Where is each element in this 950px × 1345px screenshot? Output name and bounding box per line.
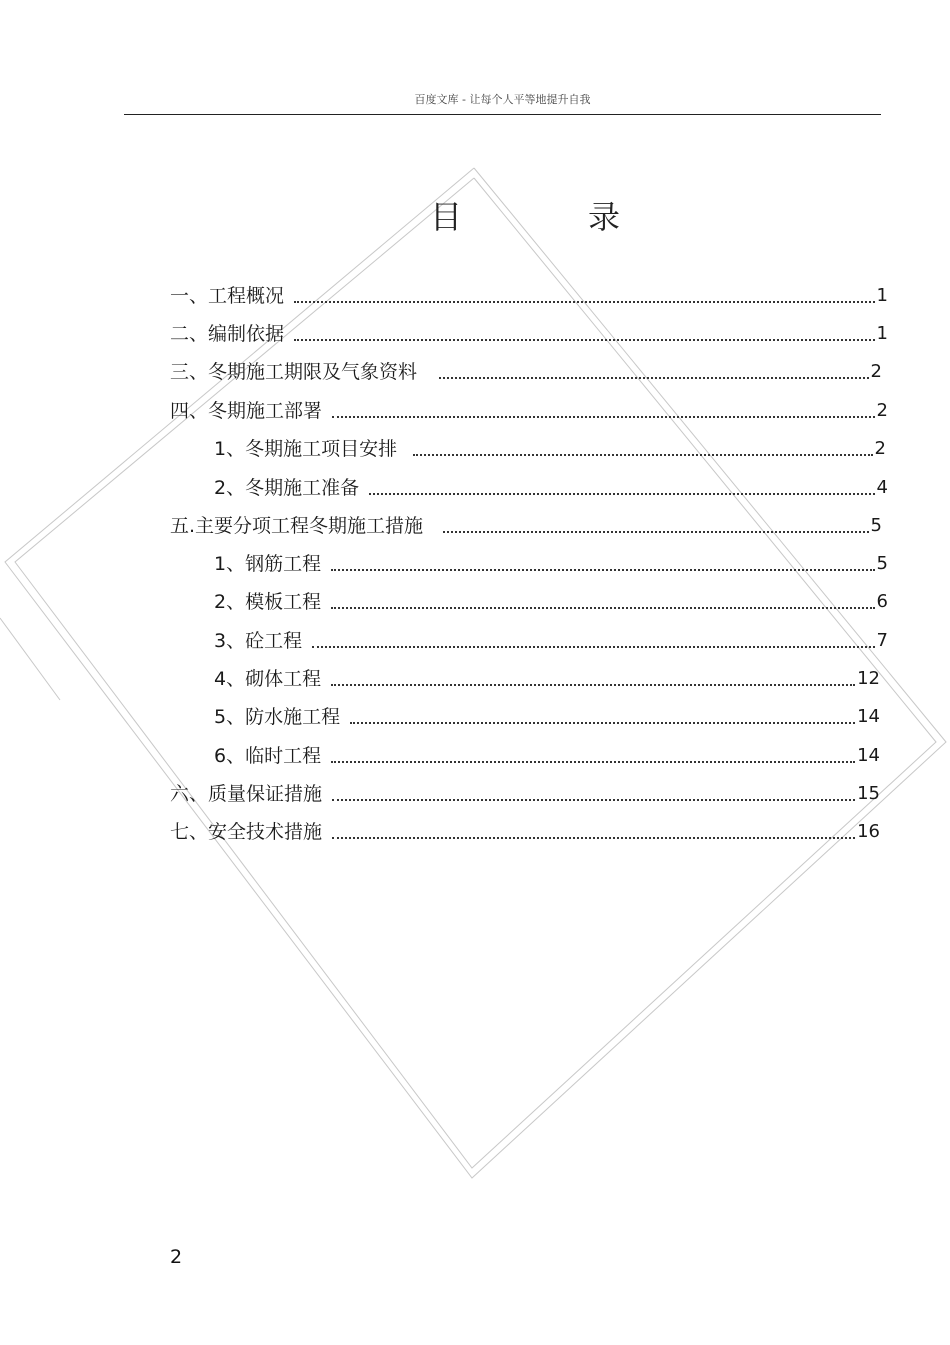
toc-entry[interactable] (214, 665, 880, 691)
toc-entry-page: 12 (857, 668, 880, 689)
page-header: 百度文库 - 让每个人平等地提升自我 (414, 93, 591, 106)
toc-entry[interactable] (170, 512, 882, 538)
toc-dot-leader (332, 799, 855, 801)
toc-entry-page: 5 (876, 553, 888, 574)
toc-entry-label: 1、冬期施工项目安排 (214, 438, 398, 460)
toc-entry-label: 1、钢筋工程 (214, 553, 322, 575)
toc-dot-leader (312, 646, 874, 648)
toc-entry-label: 二、编制依据 (170, 323, 285, 345)
toc-entry-page: 6 (876, 591, 888, 612)
toc-entry-label: 六、质量保证措施 (170, 783, 323, 805)
toc-dot-leader (350, 722, 855, 724)
toc-entry[interactable] (214, 435, 886, 461)
toc-title-char-1: 目 (430, 198, 463, 236)
toc-entry[interactable] (170, 320, 888, 346)
toc-dot-leader (331, 761, 855, 763)
toc-dot-leader (332, 416, 875, 418)
toc-title-char-2: 录 (588, 198, 621, 236)
toc-entry-label: 2、冬期施工准备 (214, 477, 360, 499)
toc-entry-page: 5 (870, 515, 882, 536)
toc-entry-page: 15 (857, 783, 880, 804)
toc-entry[interactable] (214, 474, 888, 500)
toc-entry-page: 14 (857, 745, 880, 766)
toc-entry-label: 2、模板工程 (214, 591, 322, 613)
toc-dot-leader (439, 377, 869, 379)
toc-entry-label: 五.主要分项工程冬期施工措施 (170, 515, 424, 537)
toc-entry-page: 2 (876, 400, 888, 421)
toc-entry-label: 3、砼工程 (214, 630, 303, 652)
toc-entry-page: 14 (857, 706, 880, 727)
toc-entry-label: 4、砌体工程 (214, 668, 322, 690)
toc-dot-leader (294, 339, 875, 341)
toc-dot-leader (332, 837, 855, 839)
toc-entry-page: 1 (876, 323, 888, 344)
toc-entry-label: 一、工程概况 (170, 285, 285, 307)
toc-entry[interactable] (214, 703, 880, 729)
toc-entry-label: 6、临时工程 (214, 745, 322, 767)
toc-entry[interactable] (170, 818, 880, 844)
toc-dot-leader (331, 684, 855, 686)
toc-entry-label: 七、安全技术措施 (170, 821, 323, 843)
toc-entry-label: 四、冬期施工部署 (170, 400, 323, 422)
toc-entry[interactable] (214, 550, 888, 576)
toc-dot-leader (294, 301, 875, 303)
toc-entry[interactable] (170, 780, 880, 806)
toc-entry-page: 2 (870, 361, 882, 382)
toc-entry-label: 5、防水施工程 (214, 706, 341, 728)
toc-entry[interactable] (170, 397, 888, 423)
toc-entry[interactable] (170, 282, 888, 308)
toc-entry[interactable] (214, 742, 880, 768)
toc-dot-leader (413, 454, 872, 456)
page-number: 2 (170, 1246, 183, 1268)
toc-entry-page: 4 (876, 477, 888, 498)
toc-entry[interactable] (214, 588, 888, 614)
toc-entry-page: 7 (876, 630, 888, 651)
toc-entry-label: 三、冬期施工期限及气象资料 (170, 361, 418, 383)
toc-entry-page: 1 (876, 285, 888, 306)
toc-dot-leader (331, 607, 874, 609)
toc-entry-page: 2 (874, 438, 886, 459)
toc-entry-page: 16 (857, 821, 880, 842)
toc-dot-leader (443, 531, 869, 533)
toc-dot-leader (331, 569, 874, 571)
toc-entry[interactable] (214, 627, 888, 653)
toc-dot-leader (369, 493, 874, 495)
toc-entry[interactable] (170, 358, 882, 384)
